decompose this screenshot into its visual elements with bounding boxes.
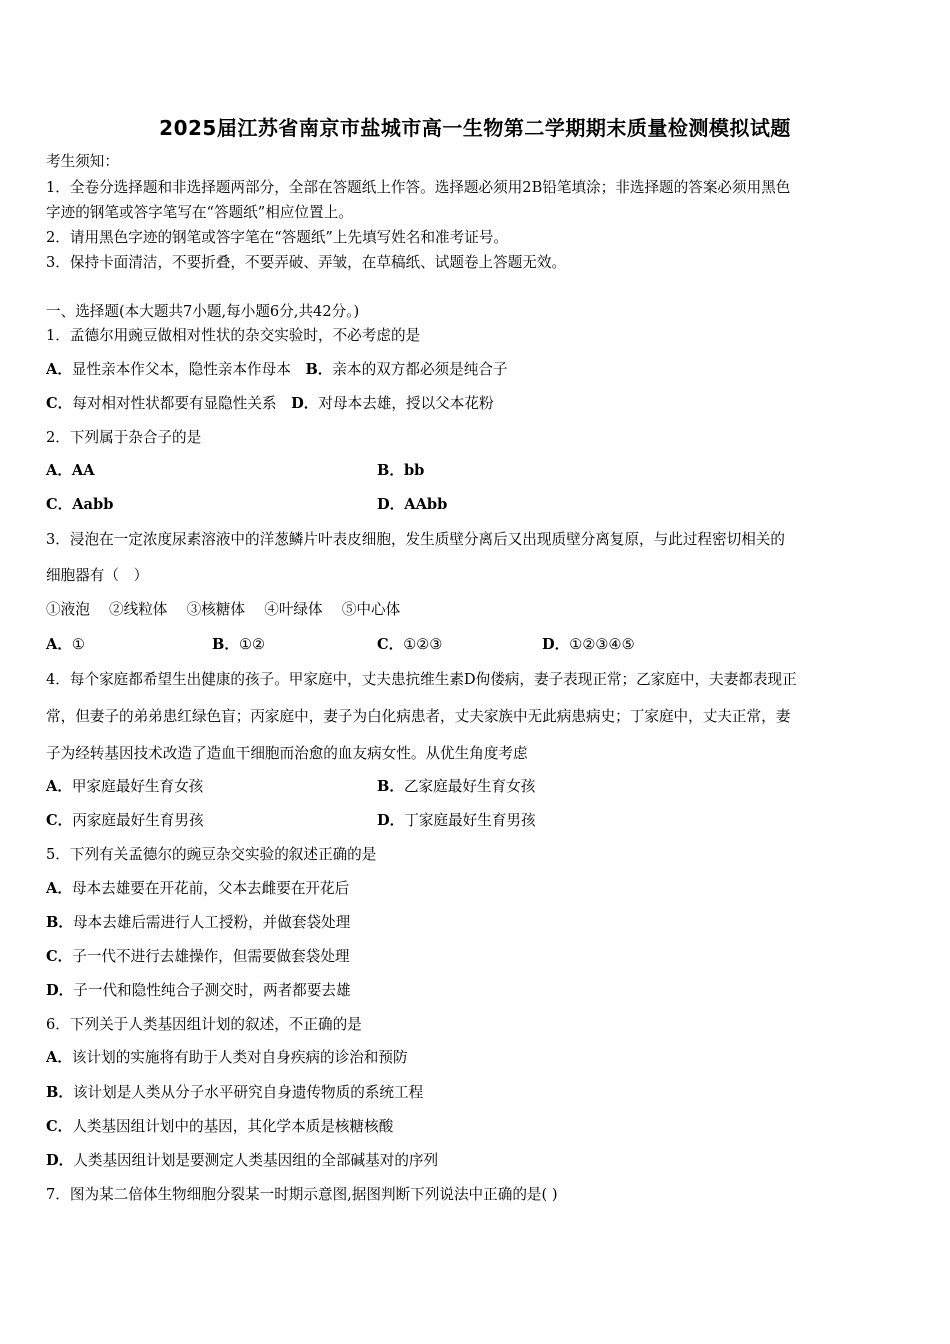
q2-option-c-row bbox=[46, 495, 113, 515]
q1-stem: 1．孟德尔用豌豆做相对性状的杂交实验时，不必考虑的是 bbox=[46, 327, 421, 344]
q1-options-ab bbox=[46, 360, 508, 380]
notice-item-3: 3．保持卡面清洁，不要折叠，不要弄破、弄皱，在草稿纸、试题卷上答题无效。 bbox=[46, 254, 567, 271]
q3-option-c-label: C． bbox=[377, 636, 404, 653]
q6-option-d-label: D． bbox=[46, 1152, 74, 1169]
q4-option-b: 乙家庭最好生育女孩 bbox=[403, 778, 536, 795]
q3-option-a: ① bbox=[71, 636, 86, 653]
q3-stem-2: 细胞器有（ ） bbox=[46, 567, 149, 584]
q3-option-c-row bbox=[377, 635, 442, 655]
q6-option-a-row bbox=[46, 1048, 408, 1068]
q6-option-b-label: B． bbox=[46, 1084, 73, 1101]
q1-option-a: 显性亲本作父本，隐性亲本作母本 bbox=[71, 361, 291, 378]
q7-stem: 7．图为某二倍体生物细胞分裂某一时期示意图,据图判断下列说法中正确的是( ) bbox=[46, 1186, 558, 1203]
q5-option-a-row bbox=[46, 879, 349, 899]
q6-option-c-row bbox=[46, 1117, 393, 1137]
q5-stem: 5．下列有关孟德尔的豌豆杂交实验的叙述正确的是 bbox=[46, 846, 377, 863]
q4-option-b-label: B． bbox=[377, 778, 404, 795]
notice-heading: 考生须知： bbox=[46, 153, 119, 170]
q3-option-d: ①②③④⑤ bbox=[569, 636, 635, 653]
q5-option-a-label: A． bbox=[46, 880, 72, 897]
q6-option-c-label: C． bbox=[46, 1118, 73, 1135]
q2-option-c-label: C． bbox=[46, 496, 73, 513]
q5-option-b-label: B． bbox=[46, 914, 73, 931]
q4-stem-2: 常，但妻子的弟弟患红绿色盲；丙家庭中，妻子为白化病患者，丈夫家族中无此病患病史；丁家庭中，丈夫正常，妻 bbox=[46, 708, 791, 725]
q3-option-a-row bbox=[46, 635, 85, 655]
q1-option-c: 每对相对性状都要有显隐性关系 bbox=[72, 395, 277, 412]
q3-option-c: ①②③ bbox=[403, 636, 443, 653]
q3-stem-1: 3．浸泡在一定浓度尿素溶液中的洋葱鳞片叶表皮细胞，发生质壁分离后又出现质壁分离复原，与此过程密切相关的 bbox=[46, 531, 785, 548]
q3-option-d-label: D． bbox=[542, 636, 570, 653]
q4-option-d: 丁家庭最好生育男孩 bbox=[404, 812, 536, 829]
section-heading: 一、选择题(本大题共7小题,每小题6分,共42分。) bbox=[46, 303, 360, 320]
q1-option-d: 对母本去雄，授以父本花粉 bbox=[318, 395, 494, 412]
q2-option-b-row bbox=[377, 461, 424, 481]
q4-option-c-row bbox=[46, 811, 204, 831]
q2-option-c: Aabb bbox=[72, 496, 114, 513]
q1-option-b-label: B． bbox=[305, 361, 333, 378]
q2-option-d-label: D． bbox=[377, 496, 405, 513]
page-title: 2025届江苏省南京市盐城市高一生物第二学期期末质量检测模拟试题 bbox=[159, 116, 791, 140]
q6-option-c: 人类基因组计划中的基因，其化学本质是核糖核酸 bbox=[72, 1118, 394, 1135]
q5-option-a: 母本去雄要在开花前，父本去雌要在开花后 bbox=[71, 880, 350, 897]
q1-options-cd bbox=[46, 394, 494, 414]
q2-option-a-label: A． bbox=[46, 462, 72, 479]
q5-option-c-row bbox=[46, 947, 350, 967]
q5-option-c-label: C． bbox=[46, 948, 73, 965]
q4-option-a-row bbox=[46, 777, 203, 797]
q2-option-a: AA bbox=[71, 462, 95, 479]
q2-option-b: bb bbox=[403, 462, 425, 479]
q4-option-a-label: A． bbox=[46, 778, 72, 795]
q1-option-a-label: A． bbox=[46, 361, 72, 378]
q5-option-b: 母本去雄后需进行人工授粉，并做套袋处理 bbox=[72, 914, 351, 931]
q2-option-b-label: B． bbox=[377, 462, 404, 479]
q4-option-a: 甲家庭最好生育女孩 bbox=[71, 778, 204, 795]
q4-option-b-row bbox=[377, 777, 535, 797]
q1-option-d-label: D． bbox=[291, 395, 319, 412]
q4-option-c-label: C． bbox=[46, 812, 73, 829]
q5-option-d: 子一代和隐性纯合子测交时，两者都要去雄 bbox=[73, 982, 351, 999]
q6-option-b-row bbox=[46, 1083, 423, 1103]
q3-option-d-row bbox=[542, 635, 635, 655]
notice-item-1b: 字迹的钢笔或答字笔写在“答题纸”相应位置上。 bbox=[46, 204, 353, 221]
q5-option-d-label: D． bbox=[46, 982, 74, 999]
q3-option-b-row bbox=[212, 635, 265, 655]
q2-option-d: AAbb bbox=[404, 496, 448, 513]
q1-option-c-label: C． bbox=[46, 395, 73, 412]
q4-stem-3: 子为经转基因技术改造了造血干细胞而治愈的血友病女性。从优生角度考虑 bbox=[46, 745, 528, 762]
q3-option-b-label: B． bbox=[212, 636, 239, 653]
q1-option-b: 亲本的双方都必须是纯合子 bbox=[332, 361, 508, 378]
notice-item-1a: 1．全卷分选择题和非选择题两部分，全部在答题纸上作答。选择题必须用2B铅笔填涂；非选择题的答案必须用黑色 bbox=[46, 179, 791, 196]
q3-option-a-label: A． bbox=[46, 636, 72, 653]
q4-option-c: 丙家庭最好生育男孩 bbox=[72, 812, 204, 829]
q6-option-d-row bbox=[46, 1151, 438, 1171]
q6-option-a-label: A． bbox=[46, 1049, 72, 1066]
notice-item-2: 2．请用黑色字迹的钢笔或答字笔在“答题纸”上先填写姓名和准考证号。 bbox=[46, 229, 509, 246]
q4-stem-1: 4．每个家庭都希望生出健康的孩子。甲家庭中，丈夫患抗维生素D佝偻病，妻子表现正常；乙家庭中，夫妻都表现正 bbox=[46, 671, 797, 688]
q2-option-d-row bbox=[377, 495, 447, 515]
q6-option-b: 该计划是人类从分子水平研究自身遗传物质的系统工程 bbox=[72, 1084, 424, 1101]
q5-option-b-row bbox=[46, 913, 350, 933]
q3-items: ①液泡 ②线粒体 ③核糖体 ④叶绿体 ⑤中心体 bbox=[46, 601, 401, 618]
q6-option-a: 该计划的实施将有助于人类对自身疾病的诊治和预防 bbox=[71, 1049, 408, 1066]
q6-stem: 6．下列关于人类基因组计划的叙述，不正确的是 bbox=[46, 1016, 362, 1033]
q4-option-d-label: D． bbox=[377, 812, 405, 829]
q4-option-d-row bbox=[377, 811, 536, 831]
q3-option-b: ①② bbox=[238, 636, 266, 653]
q2-stem: 2．下列属于杂合子的是 bbox=[46, 429, 202, 446]
q5-option-d-row bbox=[46, 981, 351, 1001]
q2-option-a-row bbox=[46, 461, 95, 481]
q6-option-d: 人类基因组计划是要测定人类基因组的全部碱基对的序列 bbox=[73, 1152, 439, 1169]
q5-option-c: 子一代不进行去雄操作，但需要做套袋处理 bbox=[72, 948, 350, 965]
